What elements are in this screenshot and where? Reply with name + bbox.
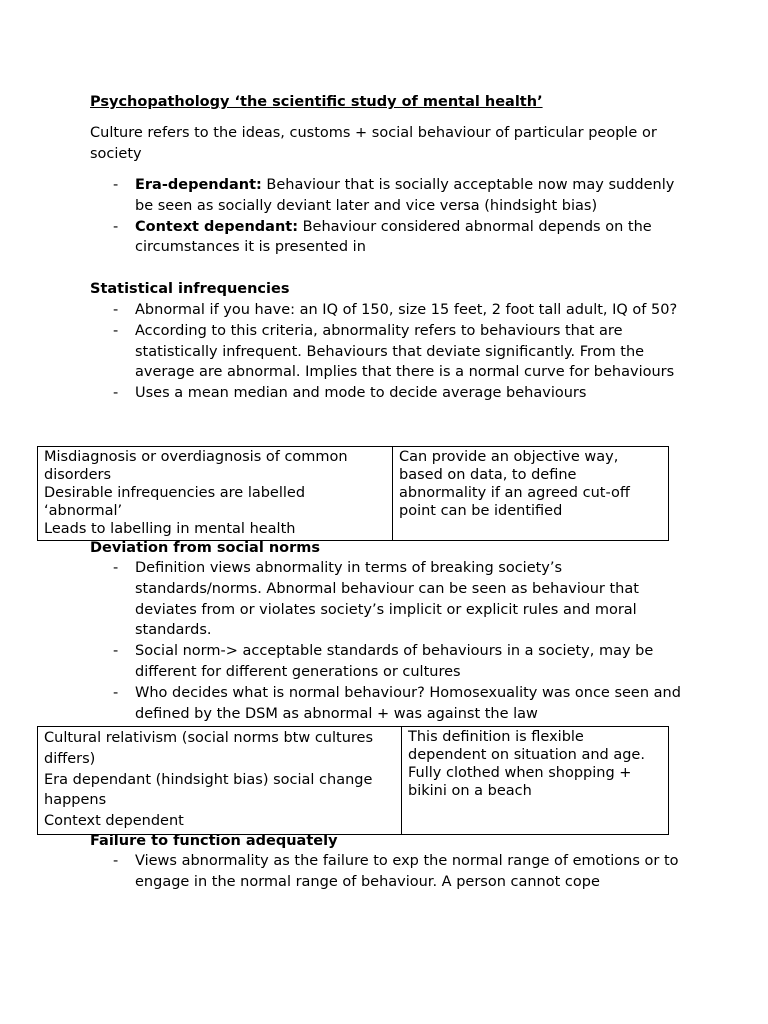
heading-failure-to-function-adequately: Failure to function adequately (90, 833, 338, 849)
list-item: - According to this criteria, abnormality refers to behaviours that are statistically infrequent. Behaviours that deviate significantly. From the average are abnormal. Implies that there is a normal curve for behaviours (90, 321, 690, 383)
list-item: - Who decides what is normal behaviour? Homosexuality was once seen and defined by the DSM as abnormal + was against the law (90, 683, 690, 725)
table-row (38, 727, 669, 835)
strengths-cell (402, 727, 669, 835)
list-item (90, 175, 690, 217)
weakness-item: Leads to labelling in mental health (44, 521, 296, 537)
failure-points-list (90, 851, 690, 893)
statistical-points-list (90, 300, 690, 404)
term-text: Behaviour that is socially acceptable now may suddenly be seen as socially deviant later and vice versa (hindsight bias) (135, 177, 675, 214)
list-item: - Definition views abnormality in terms of breaking society’s standards/norms. Abnormal behaviour can be seen as behaviour that deviates from or violates society’s implicit or explicit rules and moral standards. (90, 558, 690, 641)
list-item: - Abnormal if you have: an IQ of 150, size 15 feet, 2 foot tall adult, IQ of 50? (90, 300, 690, 321)
culture-points-list (90, 175, 690, 258)
heading-statistical-infrequencies: Statistical infrequencies (90, 281, 290, 297)
intro-paragraph: Culture refers to the ideas, customs + social behaviour of particular people or society (90, 125, 657, 162)
strength-item: Fully clothed when shopping + bikini on a beach (408, 765, 632, 799)
statistical-evaluation-table (37, 446, 669, 541)
list-item (90, 217, 690, 259)
social-norms-evaluation-table (37, 726, 669, 835)
social-norms-points-list (90, 558, 690, 724)
list-item: - Uses a mean median and mode to decide average behaviours (90, 383, 690, 404)
list-item: - Views abnormality as the failure to exp the normal range of emotions or to engage in the normal range of behaviour. A person cannot cope (90, 851, 690, 893)
term-era-dependant: Era-dependant: (135, 177, 262, 193)
list-item: - Social norm-> acceptable standards of behaviours in a society, may be different for different generations or cultures (90, 641, 690, 683)
weakness-item: Context dependent (44, 813, 184, 830)
strengths-cell (393, 447, 669, 541)
weaknesses-cell (38, 727, 402, 835)
weakness-item: Cultural relativism (social norms btw cultures differs) (44, 730, 373, 767)
weakness-item: Misdiagnosis or overdiagnosis of common disorders (44, 449, 348, 483)
document-title: Psychopathology ‘the scientific study of mental health’ (90, 94, 543, 110)
strength-item: Can provide an objective way, based on data, to define abnormality if an agreed cut-off point can be identified (399, 449, 630, 519)
table-row (38, 447, 669, 541)
weaknesses-cell (38, 447, 393, 541)
term-context-dependant: Context dependant: (135, 218, 298, 235)
heading-deviation-from-social-norms: Deviation from social norms (90, 540, 321, 556)
weakness-item: Era dependant (hindsight bias) social change happens (44, 771, 373, 809)
strength-item: This definition is flexible dependent on situation and age. (408, 729, 645, 763)
weakness-item: Desirable infrequencies are labelled ‘abnormal’ (44, 485, 306, 519)
term-text: Behaviour considered abnormal depends on the circumstances it is presented in (135, 218, 652, 256)
